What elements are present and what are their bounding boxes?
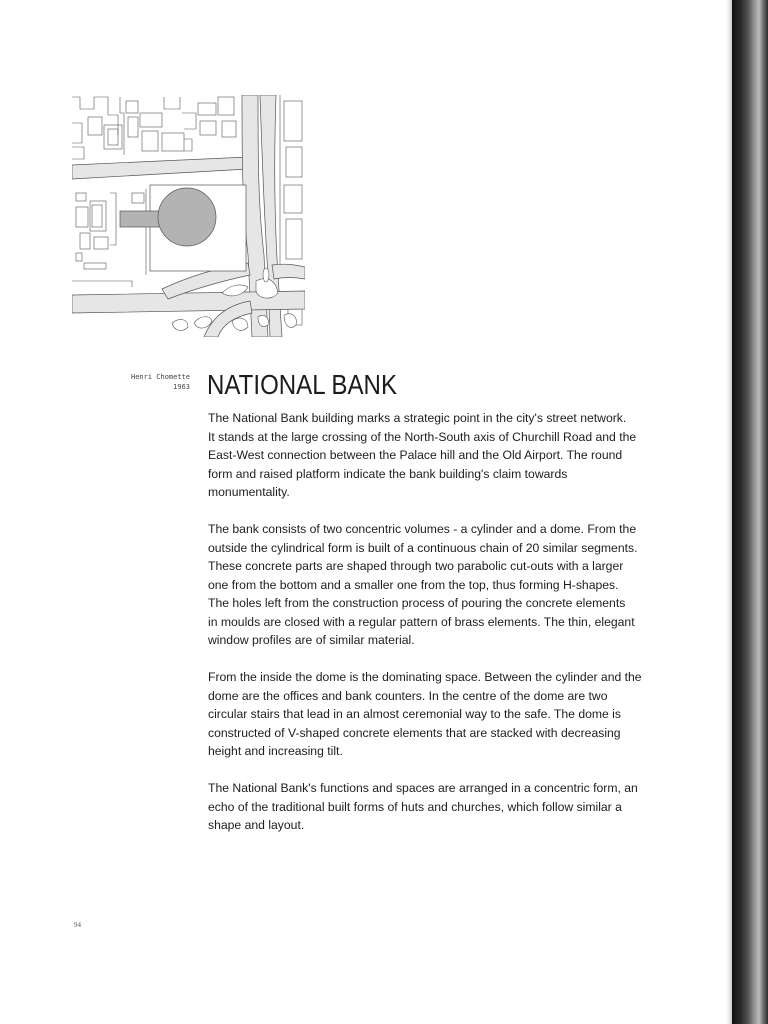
text-line: The bank consists of two concentric volumes - a cylinder and a dome. From the [208, 522, 637, 536]
page-title: NATIONAL BANK [207, 369, 398, 400]
text-line: one from the bottom and a smaller one from the top, thus forming H-shapes. [208, 577, 619, 592]
paragraph [208, 520, 678, 650]
paragraph [208, 779, 678, 835]
site-plan-map [72, 95, 305, 337]
text-line: dome are the offices and bank counters. In the centre of the dome are two [208, 688, 608, 703]
body-text [208, 409, 678, 853]
construction-year: 1963 [173, 383, 190, 391]
text-line: constructed of V-shaped concrete elements that are stacked with decreasing [208, 725, 621, 740]
text-line: The National Bank building marks a strategic point in the city's street network. [208, 411, 627, 425]
text-line: outside the cylindrical form is built of a continuous chain of 20 similar segments. [208, 540, 638, 555]
text-line: echo of the traditional built forms of huts and churches, which follow similar a [208, 799, 622, 814]
text-line: East-West connection between the Palace hill and the Old Airport. The round [208, 448, 623, 462]
text-line: It stands at the large crossing of the North-South axis of Churchill Road and the [208, 429, 637, 444]
text-line: shape and layout. [208, 818, 305, 832]
text-line: form and raised platform indicate the bank building's claim towards [208, 466, 568, 481]
architect-name: Henri Chomette [130, 373, 190, 381]
text-line: From the inside the dome is the dominating space. Between the cylinder and the [208, 670, 642, 684]
text-line: height and increasing tilt. [208, 744, 343, 758]
text-line: These concrete parts are shaped through two parabolic cut-outs with a larger [208, 559, 624, 573]
page-number: 94 [74, 921, 81, 929]
paragraph [208, 409, 678, 502]
text-line: The holes left from the construction process of pouring the concrete elements [208, 596, 626, 610]
book-binding-edge [732, 0, 768, 1024]
text-line: monumentality. [208, 485, 290, 499]
paragraph [208, 668, 678, 761]
text-line: in moulds are closed with a regular pattern of brass elements. The thin, elegant [208, 614, 635, 629]
text-line: circular stairs that lead in an almost ceremonial way to the safe. The dome is [208, 707, 621, 721]
architect-credit [96, 372, 190, 392]
text-line: The National Bank's functions and spaces are arranged in a concentric form, an [208, 781, 638, 795]
text-line: window profiles are of similar material. [208, 633, 415, 647]
